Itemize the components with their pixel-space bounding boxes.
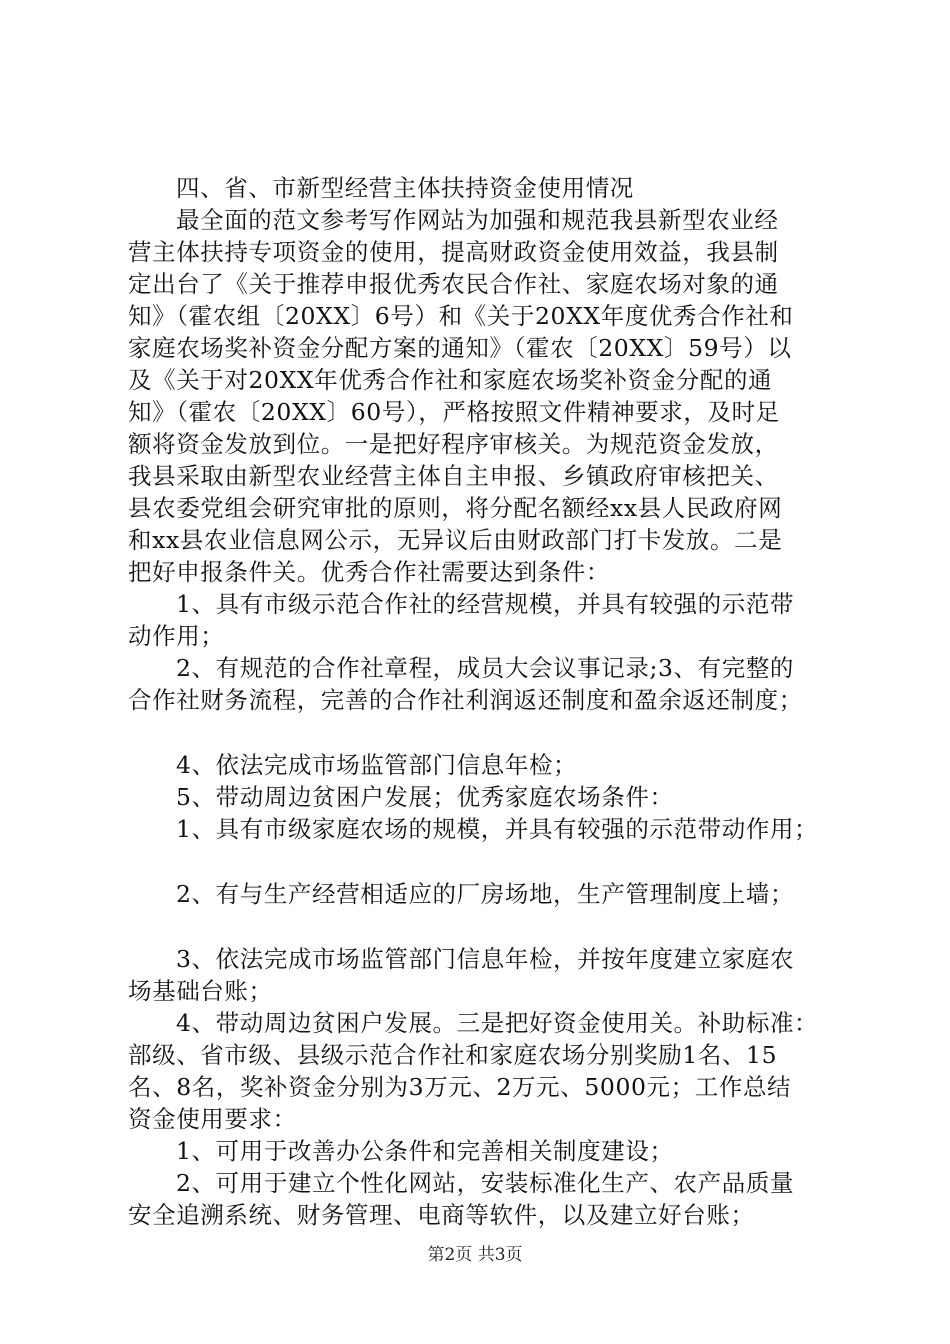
list-item-line: 4、依法完成市场监管部门信息年检； [176, 751, 578, 779]
paragraph-line: 我县采取由新型农业经营主体自主申报、乡镇政府审核把关、 [128, 462, 779, 490]
list-item-line: 2、有规范的合作社章程，成员大会议事记录;3、有完整的 [176, 654, 795, 682]
paragraph-line: 营主体扶持专项资金的使用，提高财政资金使用效益，我县制 [128, 238, 779, 266]
list-item-line: 1、可用于改善办公条件和完善相关制度建设； [176, 1137, 674, 1165]
list-item-line: 1、具有市级示范合作社的经营规模，并具有较强的示范带 [176, 590, 795, 618]
list-item-line: 合作社财务流程，完善的合作社利润返还制度和盈余返还制度； [128, 686, 803, 714]
section-heading: 四、省、市新型经营主体扶持资金使用情况 [176, 174, 634, 202]
paragraph-line: 额将资金发放到位。一是把好程序审核关。为规范资金发放， [128, 430, 779, 458]
list-item-line: 场基础台账； [128, 977, 273, 1005]
list-item-line: 3、依法完成市场监管部门信息年检，并按年度建立家庭农 [176, 945, 795, 973]
paragraph-line: 和xx县农业信息网公示，无异议后由财政部门打卡发放。二是 [128, 526, 783, 554]
list-item-line: 2、有与生产经营相适应的厂房场地，生产管理制度上墙； [176, 880, 795, 908]
paragraph-line: 定出台了《关于推荐申报优秀农民合作社、家庭农场对象的通 [128, 270, 779, 298]
paragraph-line: 资金使用要求： [128, 1105, 297, 1133]
paragraph-line: 部级、省市级、县级示范合作社和家庭农场分别奖励1名、15 [128, 1041, 778, 1069]
blank-line [128, 910, 848, 943]
paragraph-line: 把好申报条件关。优秀合作社需要达到条件： [128, 558, 610, 586]
list-item-line: 2、可用于建立个性化网站，安装标准化生产、农产品质量 [176, 1169, 795, 1197]
list-item-line: 5、带动周边贫困户发展；优秀家庭农场条件： [176, 783, 674, 811]
blank-line [128, 716, 848, 749]
paragraph-line: 县农委党组会研究审批的原则，将分配名额经xx县人民政府网 [128, 494, 783, 522]
paragraph-line: 名、8名，奖补资金分别为3万元、2万元、5000元；工作总结 [128, 1073, 792, 1101]
paragraph-line: 知》（霍农组〔20XX〕6号）和《关于20XX年度优秀合作社和 [128, 302, 794, 330]
paragraph-line: 知》（霍农〔20XX〕60号），严格按照文件精神要求，及时足 [128, 398, 780, 426]
page-number-footer: 第2页 共3页 [427, 1245, 523, 1265]
list-item-line: 动作用； [128, 622, 225, 650]
list-item-line: 安全追溯系统、财务管理、电商等软件，以及建立好台账； [128, 1201, 755, 1229]
list-item-line: 4、带动周边贫困户发展。三是把好资金使用关。补助标准： [176, 1009, 819, 1037]
blank-line [128, 845, 848, 878]
list-item-line: 1、具有市级家庭农场的规模，并具有较强的示范带动作用； [176, 815, 819, 843]
paragraph-line: 及《关于对20XX年优秀合作社和家庭农场奖补资金分配的通 [128, 366, 773, 394]
paragraph-line: 家庭农场奖补资金分配方案的通知》（霍农〔20XX〕59号）以 [128, 334, 792, 362]
paragraph-line: 最全面的范文参考写作网站为加强和规范我县新型农业经 [176, 206, 779, 234]
document-body [128, 172, 848, 1231]
